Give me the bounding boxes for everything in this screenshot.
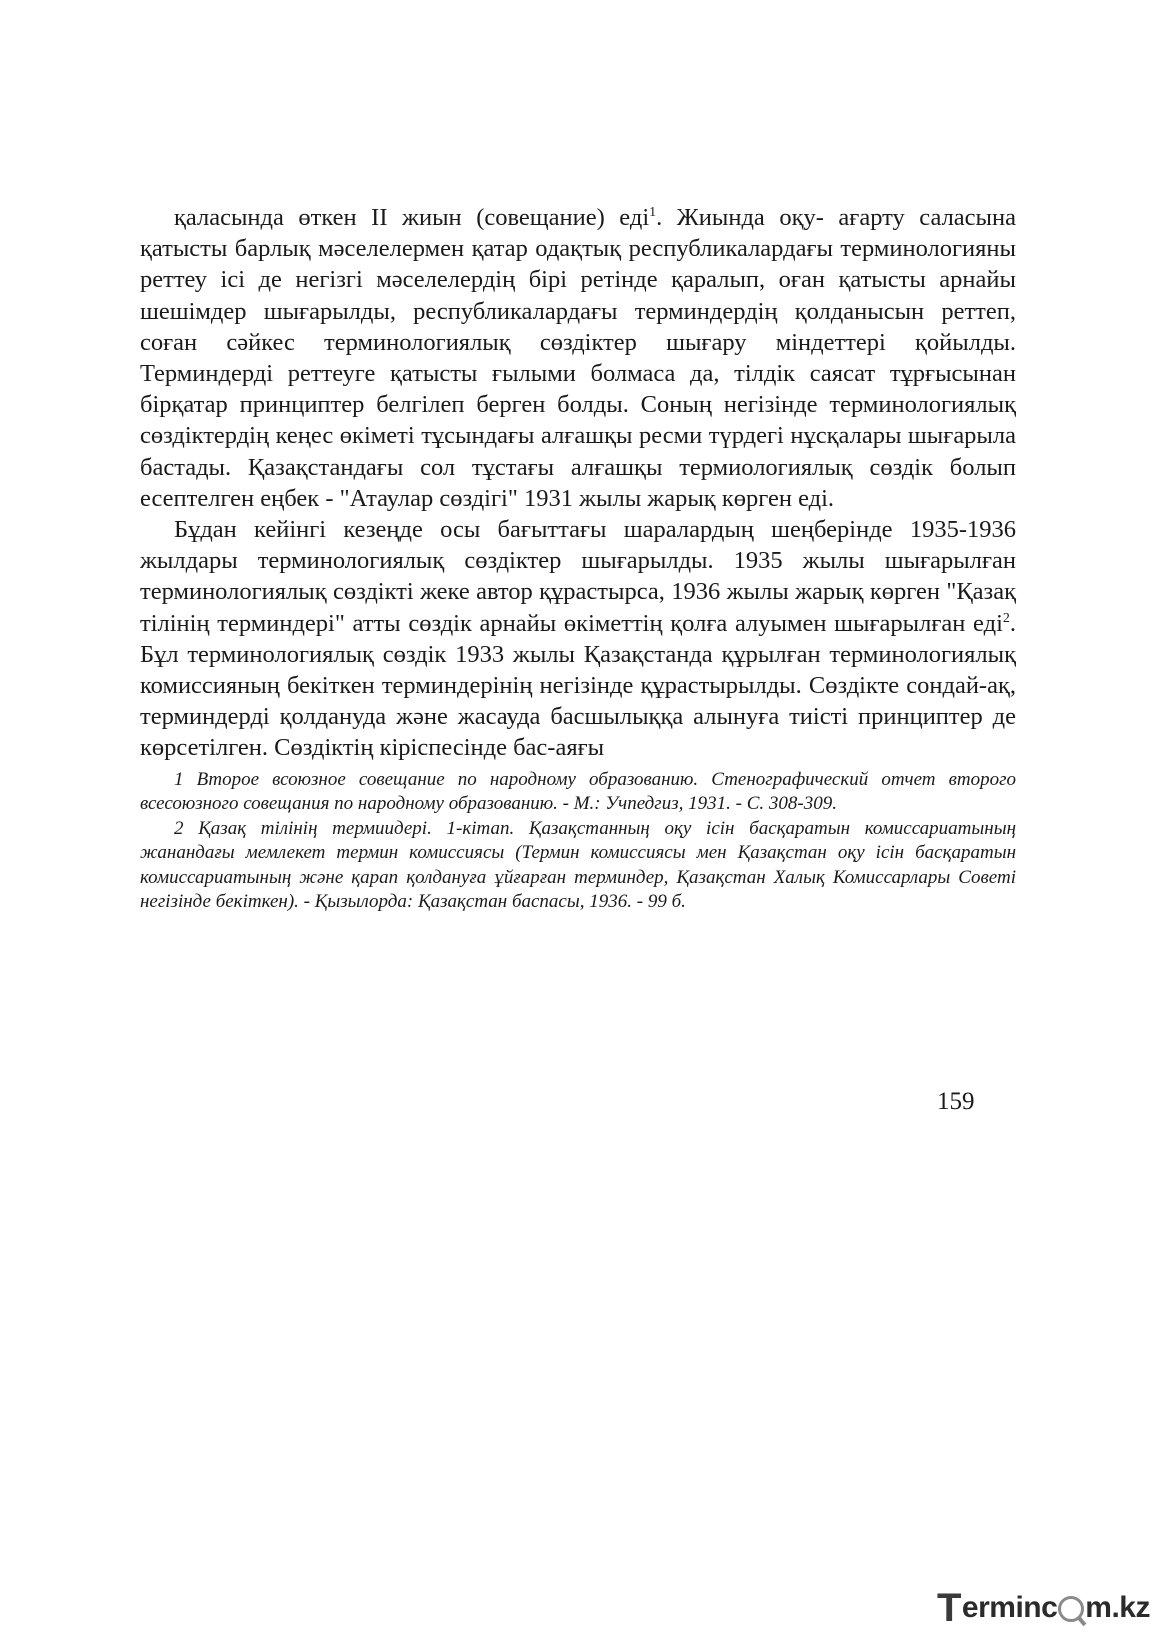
watermark-text-b: m.kz bbox=[1085, 1591, 1150, 1624]
paragraph-1-text-a: қаласында өткен II жиын (совещание) еді bbox=[174, 204, 650, 231]
paragraph-2 bbox=[140, 514, 1016, 764]
magnifier-icon bbox=[1058, 1596, 1084, 1622]
watermark-text-a: erminc bbox=[961, 1591, 1058, 1624]
footnote-ref-2: 2 bbox=[1002, 610, 1010, 626]
footnote-1: 1 Второе всоюзное совещание по народному образованию. Стенографический отчет второго всесоюзного совещания по народному образованию. - М.: Учпедгиз, 1931. - С. 308-309. bbox=[140, 768, 1016, 815]
paragraph-2-text-b: . Бұл терминологиялық сөздік 1933 жылы Қазақстанда құрылған терминологиялық комиссияның бекіткен терминдерінің негізінде құрастырылды. Сөздікте сондай-ақ, терминдерді қолдануда және жасауда басшылыққа алынуға тиісті принциптер де көрсетілген. Сөздіктің кіріспесінде бас-аяғы bbox=[140, 609, 1016, 762]
paragraph-1 bbox=[140, 202, 1016, 514]
paragraph-2-text-a: Бұдан кейінгі кезеңде осы бағыттағы шаралардың шеңберінде 1935-1936 жылдары терминологиялық сөздіктер шығарылды. 1935 жылы шығарылған терминологиялық сөздікті жеке автор құрастырса, 1936 жылы жарық көрген "Қазақ тілінің терминдері" атты сөздік арнайы өкіметтің қолға алуымен шығарылған еді bbox=[140, 516, 1016, 637]
page-body bbox=[140, 202, 1016, 915]
footnotes bbox=[140, 768, 1016, 915]
footnote-ref-1: 1 bbox=[649, 205, 657, 220]
footnote-2: 2 Қазақ тілінің термиидері. 1-кітап. Қазақстанның оқу ісін басқаратын комиссариатының жанандағы мемлекет термин комиссиясы (Термин комиссиясы мен Қазақстан оқу ісін басқаратын комиссариатының және қарап қолдануға ұйғарған терминдер, Қазақстан Халық Комиссарлары Советі негізінде бекіткен). - Қызылорда: Қазақстан баспасы, 1936. - 99 б. bbox=[140, 817, 1016, 913]
site-watermark-logo bbox=[937, 1585, 1150, 1631]
watermark-t-letter: T bbox=[936, 1585, 961, 1630]
page-number: 159 bbox=[937, 1088, 975, 1115]
paragraph-1-text-b: . Жиында оқу- ағарту саласына қатысты барлық мәселелермен қатар одақтық республикалардағы терминологияны реттеу ісі де негізгі мәселелердің бірі ретінде қаралып, оған қатысты арнайы шешімдер шығарылды, республикалардағы терминдердің қолданысын реттеп, соған сәйкес терминологиялық сөздіктер шығару міндеттері қойылды. Терминдерді реттеуге қатысты ғылыми болмаса да, тілдік саясат тұрғысынан бірқатар принциптер белгілеп берген болды. Соның негізінде терминологиялық сөздіктердің кеңес өкіметі тұсындағы алғашқы ресми түрдегі нұсқалары шығарыла бастады. Қазақстандағы сол тұстағы алғашқы термиологиялық сөздік болып есептелген еңбек - "Атаулар сөздігі" 1931 жылы жарық көрген еді. bbox=[140, 204, 1016, 512]
